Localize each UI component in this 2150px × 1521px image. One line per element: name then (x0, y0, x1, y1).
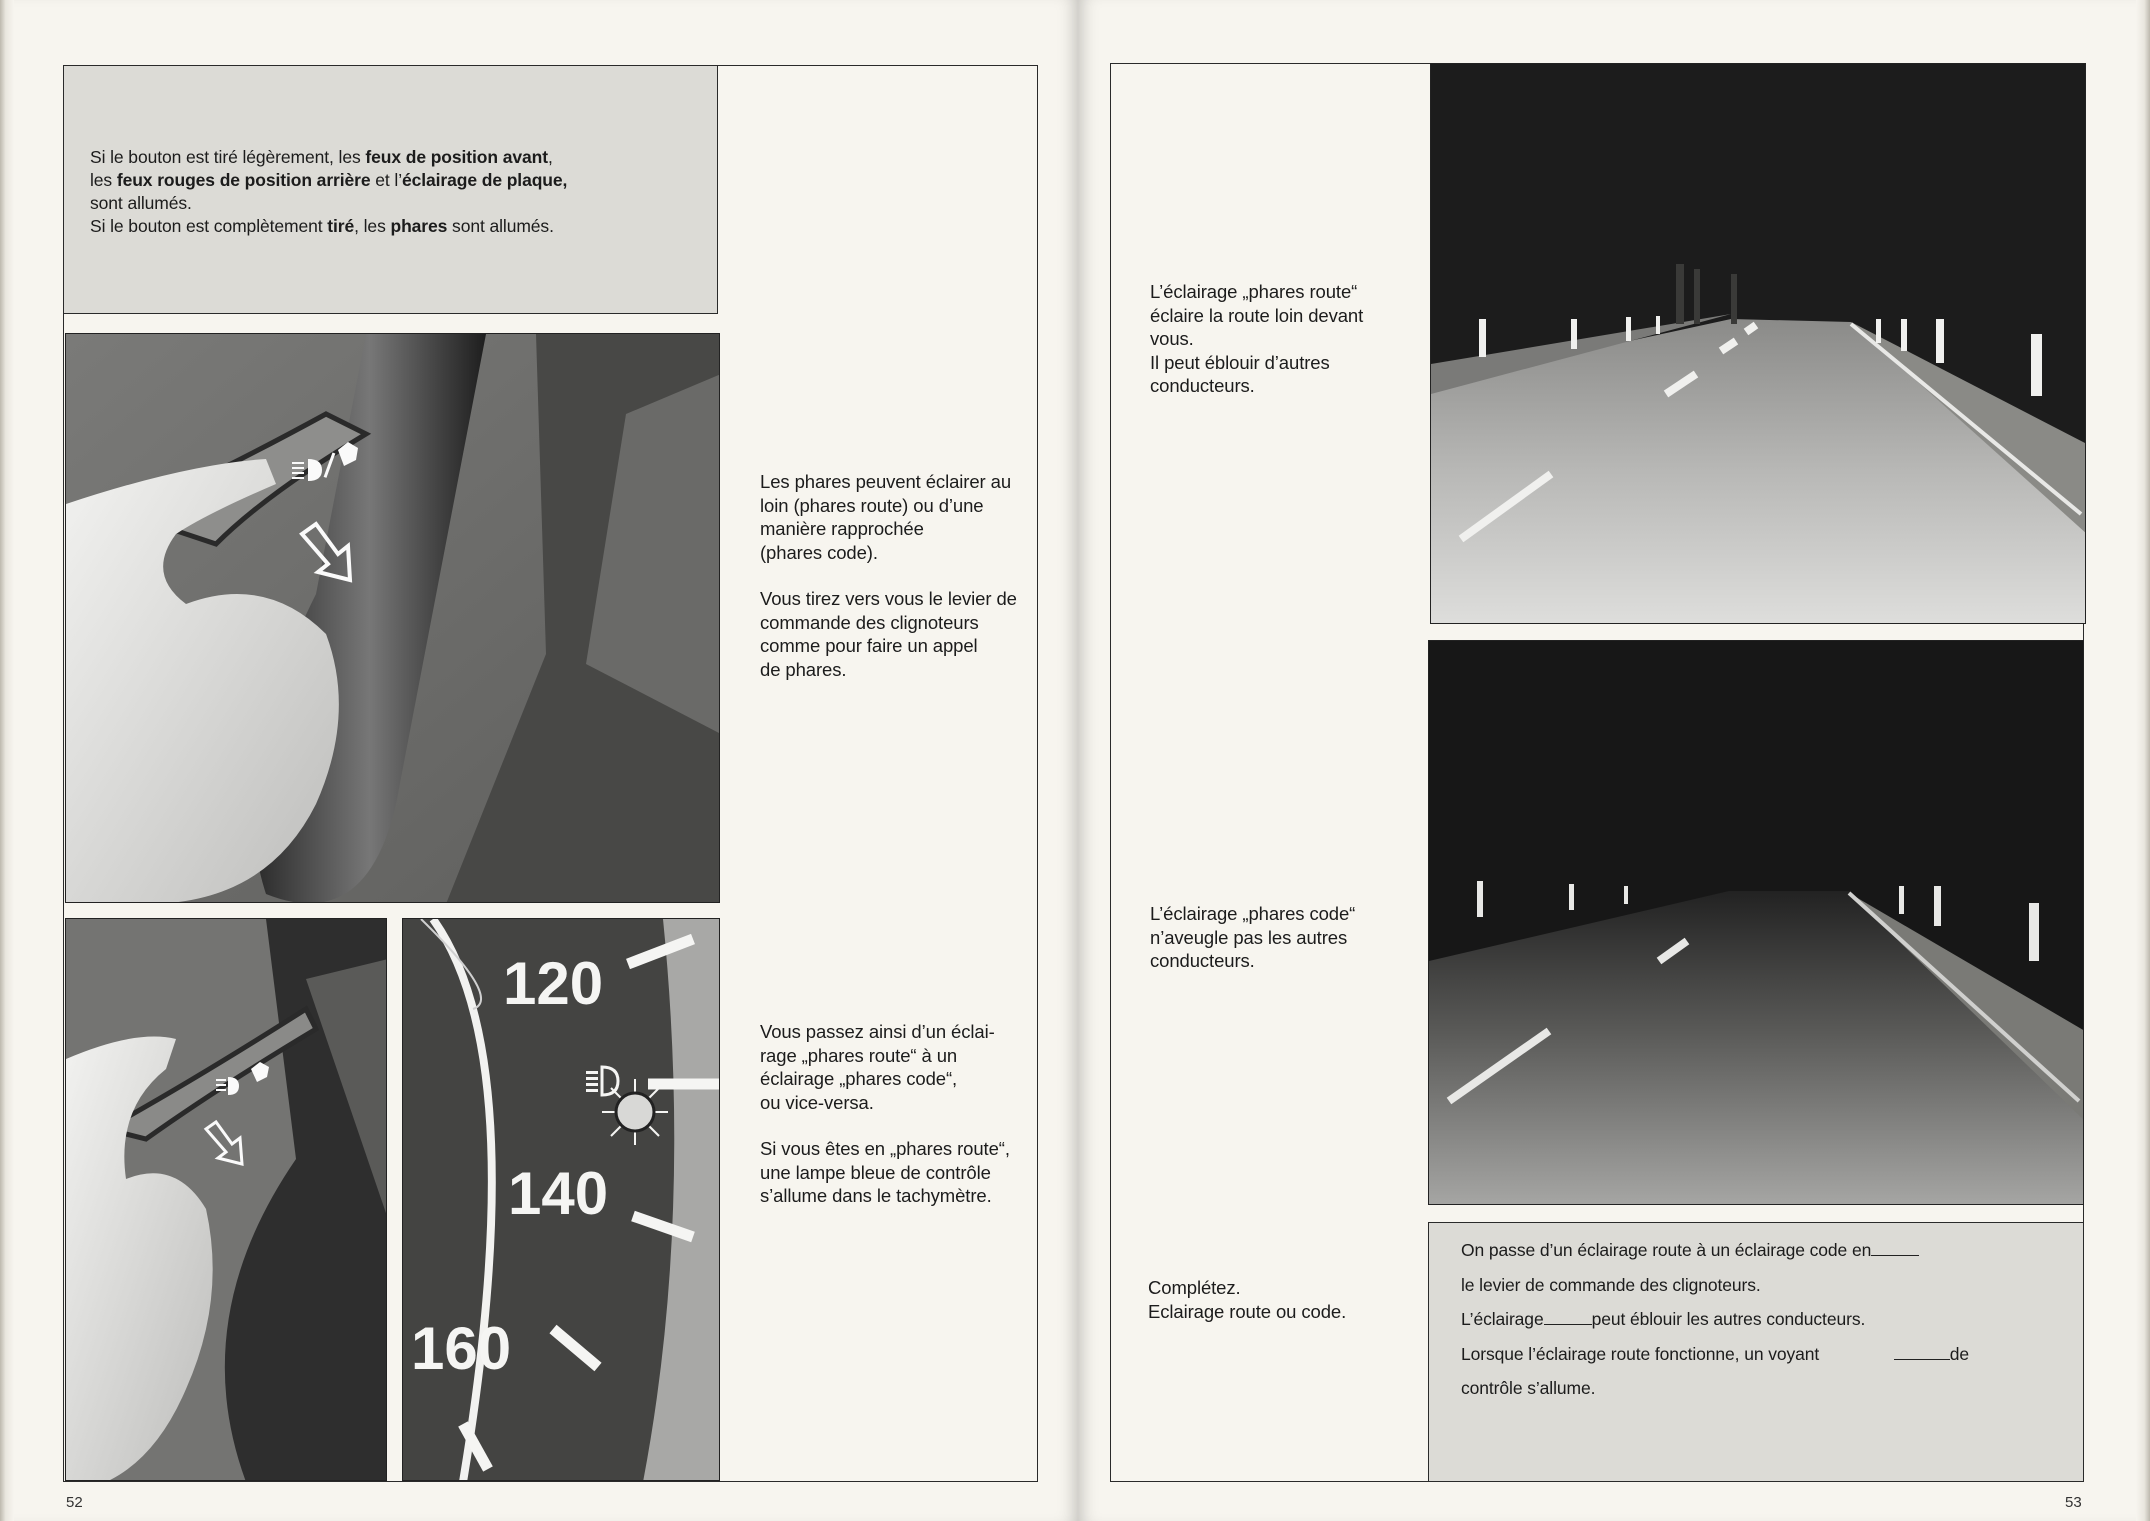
intro-bold-run: feux rouges de position arrière (116, 170, 371, 190)
answer-blank-2[interactable] (1544, 1310, 1592, 1325)
answer-blank-3[interactable] (1894, 1345, 1950, 1360)
intro-line: sont allumés. (90, 193, 192, 213)
text-line: éclairage „phares code“, (760, 1068, 958, 1089)
text-line: vous. (1150, 328, 1194, 349)
page-number: 52 (66, 1494, 83, 1511)
road-low-beam-photo (1428, 640, 2084, 1205)
text-block-switching (760, 1020, 1030, 1208)
speedometer-photo (402, 918, 720, 1481)
text-line: conducteurs. (1150, 375, 1255, 396)
text-line: ou vice-versa. (760, 1091, 874, 1113)
page-edge-right (2136, 0, 2150, 1521)
right-page (1078, 0, 2150, 1521)
speed-label-120: 120 (503, 950, 604, 1017)
text-block-headlight-modes (760, 470, 1030, 681)
exercise-text-run: peut éblouir les autres conducteurs. (1591, 1309, 1866, 1329)
intro-bold-run: feux de position avant (365, 147, 548, 167)
exercise-line: le levier de commande des clignoteurs. (1461, 1274, 1761, 1295)
page-number: 53 (2065, 1494, 2082, 1511)
exercise-line: contrôle s’allume. (1461, 1378, 1596, 1398)
text-line: une lampe bleue de contrôle (760, 1161, 991, 1183)
intro-text-run: Si le bouton est complètement (90, 216, 328, 236)
text-line: manière rapprochée (760, 518, 924, 539)
intro-info-box (63, 65, 718, 314)
text-line: de phares. (760, 658, 847, 680)
exercise-text-run: de (1949, 1343, 1969, 1364)
intro-text-run: , les (354, 216, 391, 236)
text-line: loin (phares route) ou d’une (760, 494, 984, 516)
text-line: éclaire la route loin devant (1150, 304, 1364, 326)
text-line: L’éclairage „phares route“ (1150, 281, 1358, 302)
road-high-beam-photo (1430, 63, 2086, 624)
exercise-text (1461, 1233, 2061, 1406)
intro-text (90, 146, 710, 238)
text-line: L’éclairage „phares code“ (1150, 903, 1356, 924)
text-line: Complétez. (1148, 1277, 1241, 1298)
intro-bold-run: tiré (327, 216, 355, 236)
intro-text-run: , (547, 147, 553, 167)
intro-text-run: les (90, 170, 117, 190)
text-line: Eclairage route ou code. (1148, 1300, 1347, 1322)
caption-low-beam (1150, 902, 1420, 973)
exercise-instruction (1148, 1276, 1418, 1323)
exercise-text-run: L’éclairage (1461, 1309, 1544, 1329)
intro-text-run: et l’ (370, 170, 402, 190)
text-line: n’aveugle pas les autres (1150, 926, 1348, 948)
text-line: comme pour faire un appel (760, 635, 978, 656)
intro-bold-run: éclairage de plaque, (401, 170, 568, 190)
text-line: Il peut éblouir d’autres (1150, 351, 1330, 373)
answer-blank-1[interactable] (1871, 1241, 1919, 1256)
exercise-text-run: Lorsque l’éclairage route fonctionne, un voyant (1461, 1343, 1820, 1364)
text-line: commande des clignoteurs (760, 611, 979, 633)
page-edge-left (0, 0, 14, 1521)
exercise-box (1428, 1222, 2084, 1482)
text-line: (phares code). (760, 541, 878, 563)
text-line: Vous passez ainsi d’un éclai- (760, 1021, 995, 1042)
exercise-text-run: On passe d’un éclairage route à un éclairage code en (1461, 1240, 1872, 1260)
lever-photo-large (65, 333, 720, 903)
caption-high-beam (1150, 280, 1420, 398)
speed-label-140: 140 (508, 1160, 609, 1227)
speed-label-160: 160 (411, 1315, 512, 1382)
intro-text-run: sont allumés. (447, 216, 554, 236)
intro-text-run: Si le bouton est tiré légèrement, les (90, 147, 366, 167)
intro-bold-run: phares (390, 216, 448, 236)
text-line: conducteurs. (1150, 950, 1255, 971)
text-line: s’allume dans le tachymètre. (760, 1185, 992, 1206)
text-line: Vous tirez vers vous le levier de (760, 588, 1017, 609)
lever-photo-small (65, 918, 387, 1481)
text-line: rage „phares route“ à un (760, 1044, 958, 1066)
text-line: Si vous êtes en „phares route“, (760, 1138, 1010, 1159)
high-beam-warning-lamp-icon (602, 1079, 668, 1145)
text-line: Les phares peuvent éclairer au (760, 471, 1012, 492)
